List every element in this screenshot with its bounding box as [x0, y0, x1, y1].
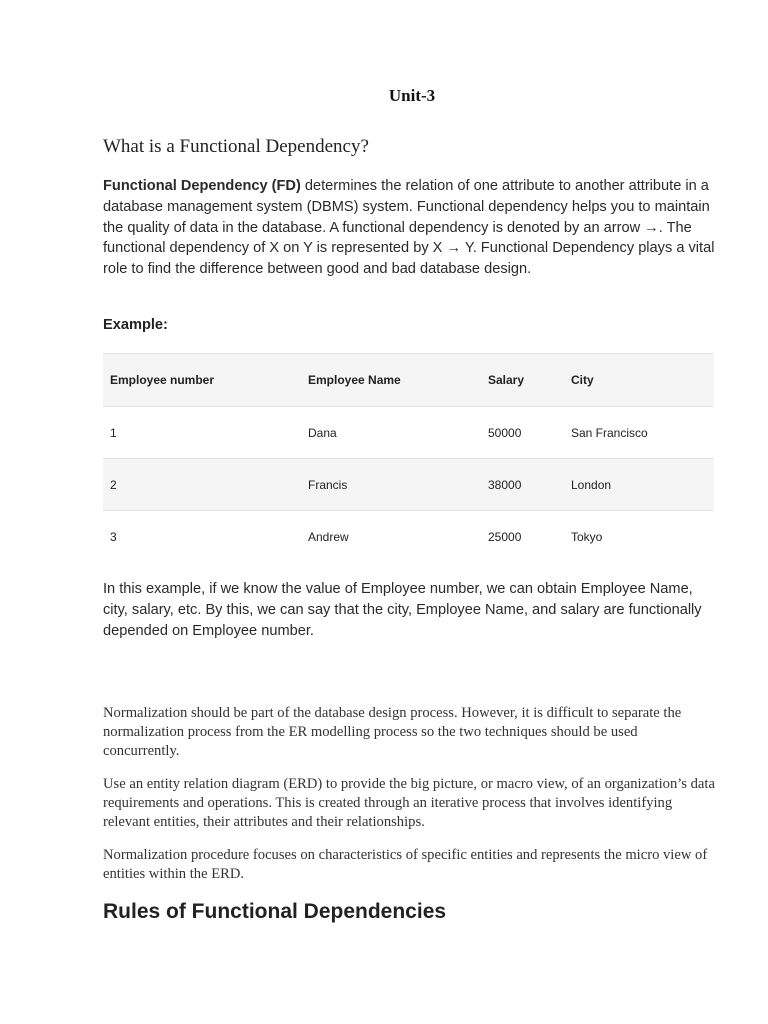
erd-paragraph: Use an entity relation diagram (ERD) to provide the big picture, or macro view, of an organization’s data requirements and operations. This is created through an iterative process that involves identifying relevant entities, their attributes and their relationships.: [103, 776, 715, 830]
cell-employee-number: 2: [103, 459, 301, 511]
employee-table: [103, 353, 714, 562]
table-row: [103, 511, 714, 563]
cell-city: London: [564, 459, 714, 511]
header-employee-name: Employee Name: [301, 354, 481, 407]
table-row: [103, 459, 714, 511]
cell-city: San Francisco: [564, 407, 714, 459]
fd-definition-text: determines the relation of one attribute to another attribute in a database management system (DBMS) system. Functional dependency helps you to maintain the quality of data in the database. A functional dependency is denoted by an arrow →. The functional dependency of X on Y is represented by X → Y. Functional Dependency plays a vital role to find the difference between good and bad database design.: [103, 178, 715, 278]
cell-employee-name: Andrew: [301, 511, 481, 563]
cell-employee-number: 3: [103, 511, 301, 563]
cell-employee-name: Francis: [301, 459, 481, 511]
cell-city: Tokyo: [564, 511, 714, 563]
normalization-paragraph-1: Normalization should be part of the database design process. However, it is difficult to separate the normalization process from the ER modelling process so the two techniques should be used concurrently.: [103, 705, 682, 759]
cell-employee-name: Dana: [301, 407, 481, 459]
question-heading: What is a Functional Dependency?: [103, 136, 369, 157]
normalization-paragraph-3: Normalization procedure focuses on characteristics of specific entities and represents the micro view of entities within the ERD.: [103, 847, 708, 882]
header-salary: Salary: [481, 354, 564, 407]
fd-term: Functional Dependency (FD): [103, 178, 301, 194]
unit-title: Unit-3: [388, 86, 436, 105]
example-label: Example:: [103, 317, 168, 333]
cell-salary: 38000: [481, 459, 564, 511]
table-row: [103, 407, 714, 459]
table-header-row: [103, 354, 714, 407]
header-city: City: [564, 354, 714, 407]
fd-definition-paragraph: [103, 176, 715, 280]
cell-employee-number: 1: [103, 407, 301, 459]
header-employee-number: Employee number: [103, 354, 301, 407]
example-explanation-paragraph: In this example, if we know the value of Employee number, we can obtain Employee Name, city, salary, etc. By this, we can say that the city, Employee Name, and salary are functionally depended on Employee number.: [103, 581, 702, 639]
cell-salary: 50000: [481, 407, 564, 459]
cell-salary: 25000: [481, 511, 564, 563]
rules-heading: Rules of Functional Dependencies: [103, 900, 447, 923]
